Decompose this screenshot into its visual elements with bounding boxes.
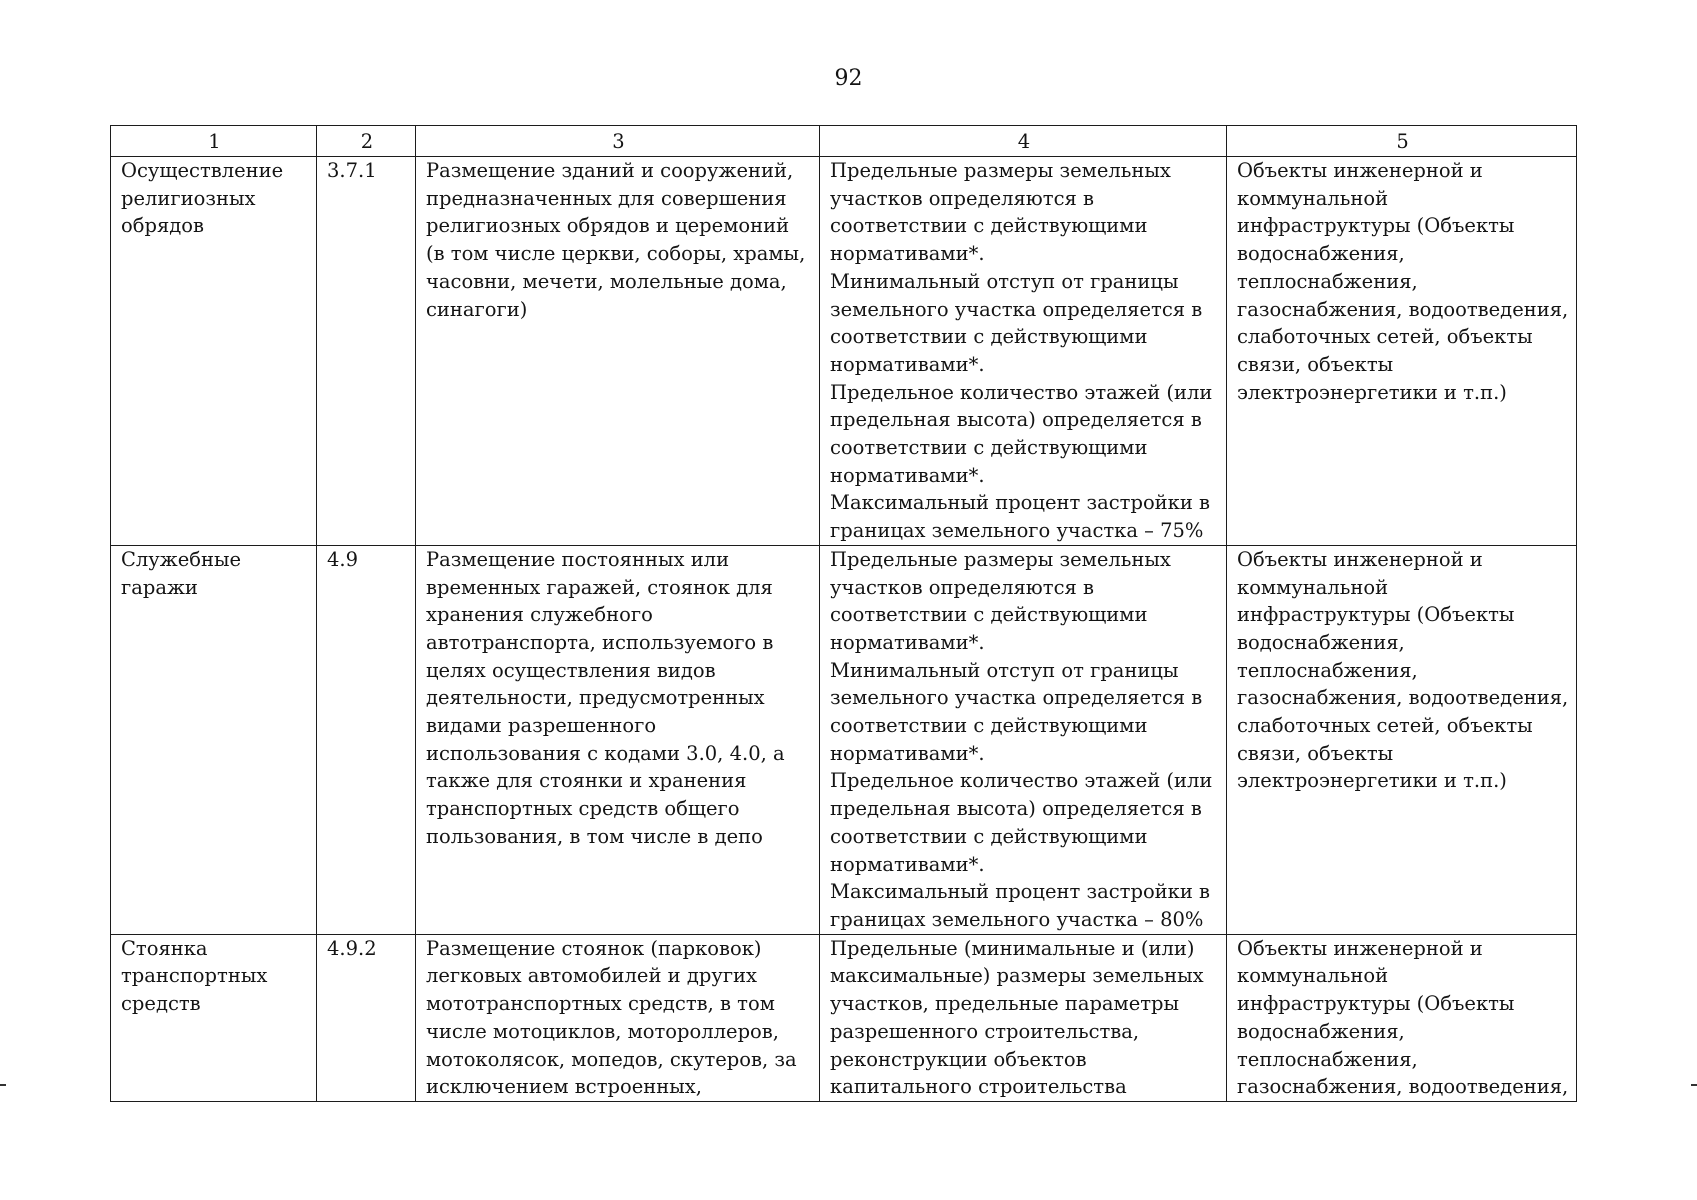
use-type-name <box>121 157 308 240</box>
text-line: деятельности, предусмотренных <box>426 686 765 710</box>
building-parameters <box>830 935 1218 1101</box>
column-header-2: 2 <box>317 126 416 157</box>
text-line: разрешенного строительства, <box>830 1019 1140 1043</box>
text-line: соответствии с действующими <box>830 603 1148 627</box>
text-line: Минимальный отступ от границы <box>830 269 1179 293</box>
parameters-cell <box>820 545 1227 934</box>
text-line: водоснабжения, <box>1237 242 1405 266</box>
text-line: часовни, мечети, молельные дома, <box>426 269 787 293</box>
text-line: границах земельного участка – 75% <box>830 519 1204 543</box>
text-line: инфраструктуры (Объекты <box>1237 603 1515 627</box>
text-line: реконструкции объектов <box>830 1047 1087 1071</box>
table-row <box>111 934 1577 1101</box>
auxiliary-objects <box>1237 935 1568 1101</box>
text-line: религиозных <box>121 186 256 210</box>
auxiliary-cell <box>1227 545 1577 934</box>
text-line: Предельные размеры земельных <box>830 547 1171 571</box>
text-line: теплоснабжения, <box>1237 1047 1418 1071</box>
text-line: (в том числе церкви, соборы, храмы, <box>426 242 806 266</box>
text-line: соответствии с действующими <box>830 436 1148 460</box>
text-line: нормативами*. <box>830 463 985 487</box>
use-type-description <box>426 935 811 1101</box>
text-line: Предельное количество этажей (или <box>830 769 1213 793</box>
table-header-row <box>111 126 1577 157</box>
text-line: инфраструктуры (Объекты <box>1237 992 1515 1016</box>
text-line: целях осуществления видов <box>426 658 716 682</box>
use-type-name <box>121 546 308 601</box>
text-line: временных гаражей, стоянок для <box>426 575 773 599</box>
text-line: пользования, в том числе в депо <box>426 824 763 848</box>
text-line: нормативами*. <box>830 630 985 654</box>
text-line: Объекты инженерной и <box>1237 936 1483 960</box>
use-type-code: 4.9 <box>327 547 359 571</box>
text-line: соответствии с действующими <box>830 824 1148 848</box>
text-line: также для стоянки и хранения <box>426 769 747 793</box>
text-line: предельная высота) определяется в <box>830 797 1202 821</box>
use-type-code: 4.9.2 <box>327 936 377 960</box>
use-type-description <box>426 157 811 323</box>
text-line: слаботочных сетей, объекты <box>1237 325 1533 349</box>
parameters-cell <box>820 157 1227 546</box>
text-line: видами разрешенного <box>426 714 657 738</box>
text-line: коммунальной <box>1237 575 1389 599</box>
description-cell <box>416 157 820 546</box>
text-line: коммунальной <box>1237 186 1389 210</box>
text-line: водоснабжения, <box>1237 1019 1405 1043</box>
text-line: теплоснабжения, <box>1237 658 1418 682</box>
text-line: газоснабжения, водоотведения, <box>1237 297 1569 321</box>
text-line: автотранспорта, используемого в <box>426 630 774 654</box>
text-line: соответствии с действующими <box>830 714 1148 738</box>
use-type-name-cell <box>111 157 317 546</box>
auxiliary-cell <box>1227 934 1577 1101</box>
text-line: использования с кодами 3.0, 4.0, а <box>426 741 785 765</box>
table-row <box>111 545 1577 934</box>
text-line: предназначенных для совершения <box>426 186 787 210</box>
text-line: Максимальный процент застройки в <box>830 880 1211 904</box>
text-line: газоснабжения, водоотведения, <box>1237 686 1569 710</box>
text-line: числе мотоциклов, мотороллеров, <box>426 1019 779 1043</box>
text-line: Осуществление <box>121 159 284 182</box>
text-line: средств <box>121 992 201 1016</box>
description-cell <box>416 934 820 1101</box>
text-line: участков определяются в <box>830 186 1094 210</box>
text-line: земельного участка определяется в <box>830 686 1203 710</box>
text-line: коммунальной <box>1237 964 1389 988</box>
text-line: транспортных средств общего <box>426 797 740 821</box>
column-header-4: 4 <box>820 126 1227 157</box>
column-header-1: 1 <box>111 126 317 157</box>
page-number: 92 <box>834 66 863 91</box>
auxiliary-objects <box>1237 157 1568 406</box>
use-type-name <box>121 935 308 1018</box>
text-line: Максимальный процент застройки в <box>830 491 1211 515</box>
text-line: газоснабжения, водоотведения, <box>1237 1075 1569 1099</box>
text-line: земельного участка определяется в <box>830 297 1203 321</box>
scan-edge-mark <box>0 1084 6 1086</box>
text-line: Размещение постоянных или <box>426 547 730 571</box>
column-header-5: 5 <box>1227 126 1577 157</box>
column-header-3: 3 <box>416 126 820 157</box>
text-line: предельная высота) определяется в <box>830 408 1202 432</box>
text-line: соответствии с действующими <box>830 214 1148 238</box>
use-type-name-cell <box>111 934 317 1101</box>
use-type-description <box>426 546 811 851</box>
text-line: участков, предельные параметры <box>830 992 1180 1016</box>
auxiliary-cell <box>1227 157 1577 546</box>
text-line: мототранспортных средств, в том <box>426 992 775 1016</box>
code-cell <box>317 157 416 546</box>
text-line: максимальные) размеры земельных <box>830 964 1204 988</box>
description-cell <box>416 545 820 934</box>
text-line: инфраструктуры (Объекты <box>1237 214 1515 238</box>
text-line: границах земельного участка – 80% <box>830 907 1204 931</box>
building-parameters <box>830 157 1218 545</box>
text-line: Размещение зданий и сооружений, <box>426 159 794 182</box>
text-line: нормативами*. <box>830 741 985 765</box>
text-line: религиозных обрядов и церемоний <box>426 214 790 238</box>
parameters-cell <box>820 934 1227 1101</box>
text-line: гаражи <box>121 575 198 599</box>
text-line: легковых автомобилей и других <box>426 964 758 988</box>
text-line: водоснабжения, <box>1237 630 1405 654</box>
text-line: нормативами*. <box>830 242 985 266</box>
text-line: Размещение стоянок (парковок) <box>426 936 762 960</box>
text-line: участков определяются в <box>830 575 1094 599</box>
text-line: транспортных <box>121 964 268 988</box>
use-type-name-cell <box>111 545 317 934</box>
text-line: Предельное количество этажей (или <box>830 380 1213 404</box>
text-line: исключением встроенных, <box>426 1075 702 1099</box>
text-line: нормативами*. <box>830 852 985 876</box>
text-line: электроэнергетики и т.п.) <box>1237 380 1507 404</box>
text-line: мотоколясок, мопедов, скутеров, за <box>426 1047 797 1071</box>
land-use-table <box>110 125 1577 1102</box>
text-line: Объекты инженерной и <box>1237 547 1483 571</box>
text-line: связи, объекты <box>1237 741 1394 765</box>
text-line: соответствии с действующими <box>830 325 1148 349</box>
text-line: Минимальный отступ от границы <box>830 658 1179 682</box>
table-row <box>111 157 1577 546</box>
building-parameters <box>830 546 1218 934</box>
text-line: синагоги) <box>426 297 528 321</box>
text-line: Объекты инженерной и <box>1237 159 1483 182</box>
code-cell <box>317 934 416 1101</box>
text-line: Предельные размеры земельных <box>830 159 1171 182</box>
text-line: Стоянка <box>121 936 208 960</box>
text-line: Предельные (минимальные и (или) <box>830 936 1195 960</box>
auxiliary-objects <box>1237 546 1568 795</box>
text-line: обрядов <box>121 214 204 238</box>
use-type-code: 3.7.1 <box>327 159 377 182</box>
text-line: нормативами*. <box>830 352 985 376</box>
text-line: слаботочных сетей, объекты <box>1237 714 1533 738</box>
code-cell <box>317 545 416 934</box>
text-line: Служебные <box>121 547 242 571</box>
text-line: теплоснабжения, <box>1237 269 1418 293</box>
text-line: электроэнергетики и т.п.) <box>1237 769 1507 793</box>
text-line: капитального строительства <box>830 1075 1127 1099</box>
text-line: связи, объекты <box>1237 352 1394 376</box>
scan-edge-mark <box>1691 1084 1697 1086</box>
text-line: хранения служебного <box>426 603 653 627</box>
